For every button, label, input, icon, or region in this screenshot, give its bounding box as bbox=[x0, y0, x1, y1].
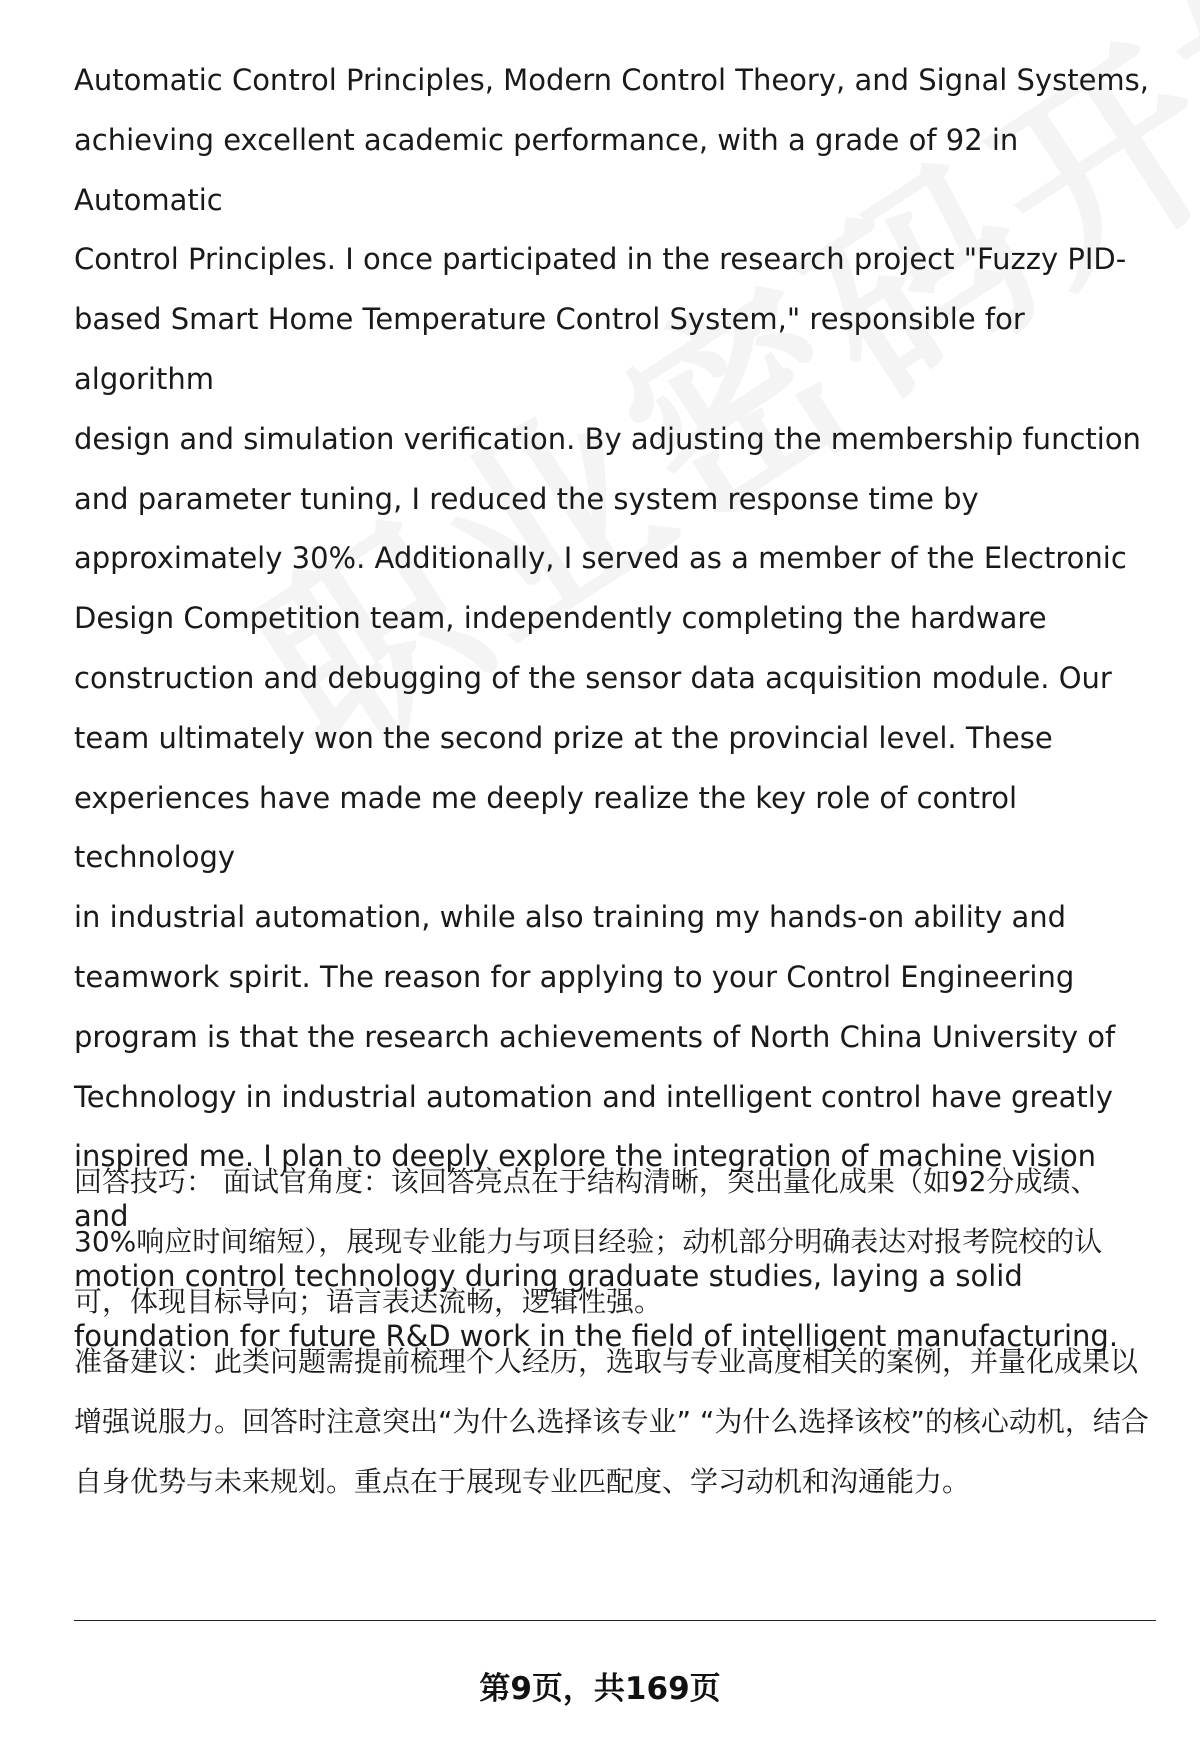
answer-tips: 回答技巧： 面试官角度：该回答亮点在于结构清晰，突出量化成果（如92分成绩、30%响应时间缩短），展现专业能力与项目经验；动机部分明确表达对报考院校的认可，体现目标导向；语言表达流畅，逻辑性强。 bbox=[74, 1165, 1103, 1318]
answer-paragraph: Automatic Control Principles, Modern Control Theory, and Signal Systems, achieving excellent academic performance, with a grade of 92 in Automatic Control Principles. I once participated in the research project "Fuzzy PID- based Smart Home Temperature Control System," responsible for algorithm design and simulation verification. By adjusting the membership function and parameter tuning, I reduced the system response time by approximately 30%. Additionally, I served as a member of the Electronic Design Competition team, independently completing the hardware construction and debugging of the sensor data acquisition module. Our team ultimately won the second prize at the provincial level. These experiences have made me deeply realize the key role of control technology in industrial automation, while also training my hands-on ability and teamwork spirit. The reason for applying to your Control Engineering program is that the research achievements of North China University of Technology in industrial automation and intelligent control have greatly inspired me. I plan to deeply explore the integration of machine vision and motion control technology during graduate studies, laying a solid foundation for future R&D work in the field of intelligent manufacturing. bbox=[74, 63, 1149, 1353]
page-number: 第9页，共169页 bbox=[479, 1671, 721, 1707]
preparation-advice: 准备建议：此类问题需提前梳理个人经历，选取与专业高度相关的案例，并量化成果以增强说服力。回答时注意突出“为什么选择该专业” “为什么选择该校”的核心动机，结合自身优势与未来规划。重点在于展现专业匹配度、学习动机和沟通能力。 bbox=[74, 1345, 1149, 1498]
footer-divider bbox=[74, 1620, 1156, 1621]
tips-section bbox=[74, 1152, 1154, 1512]
